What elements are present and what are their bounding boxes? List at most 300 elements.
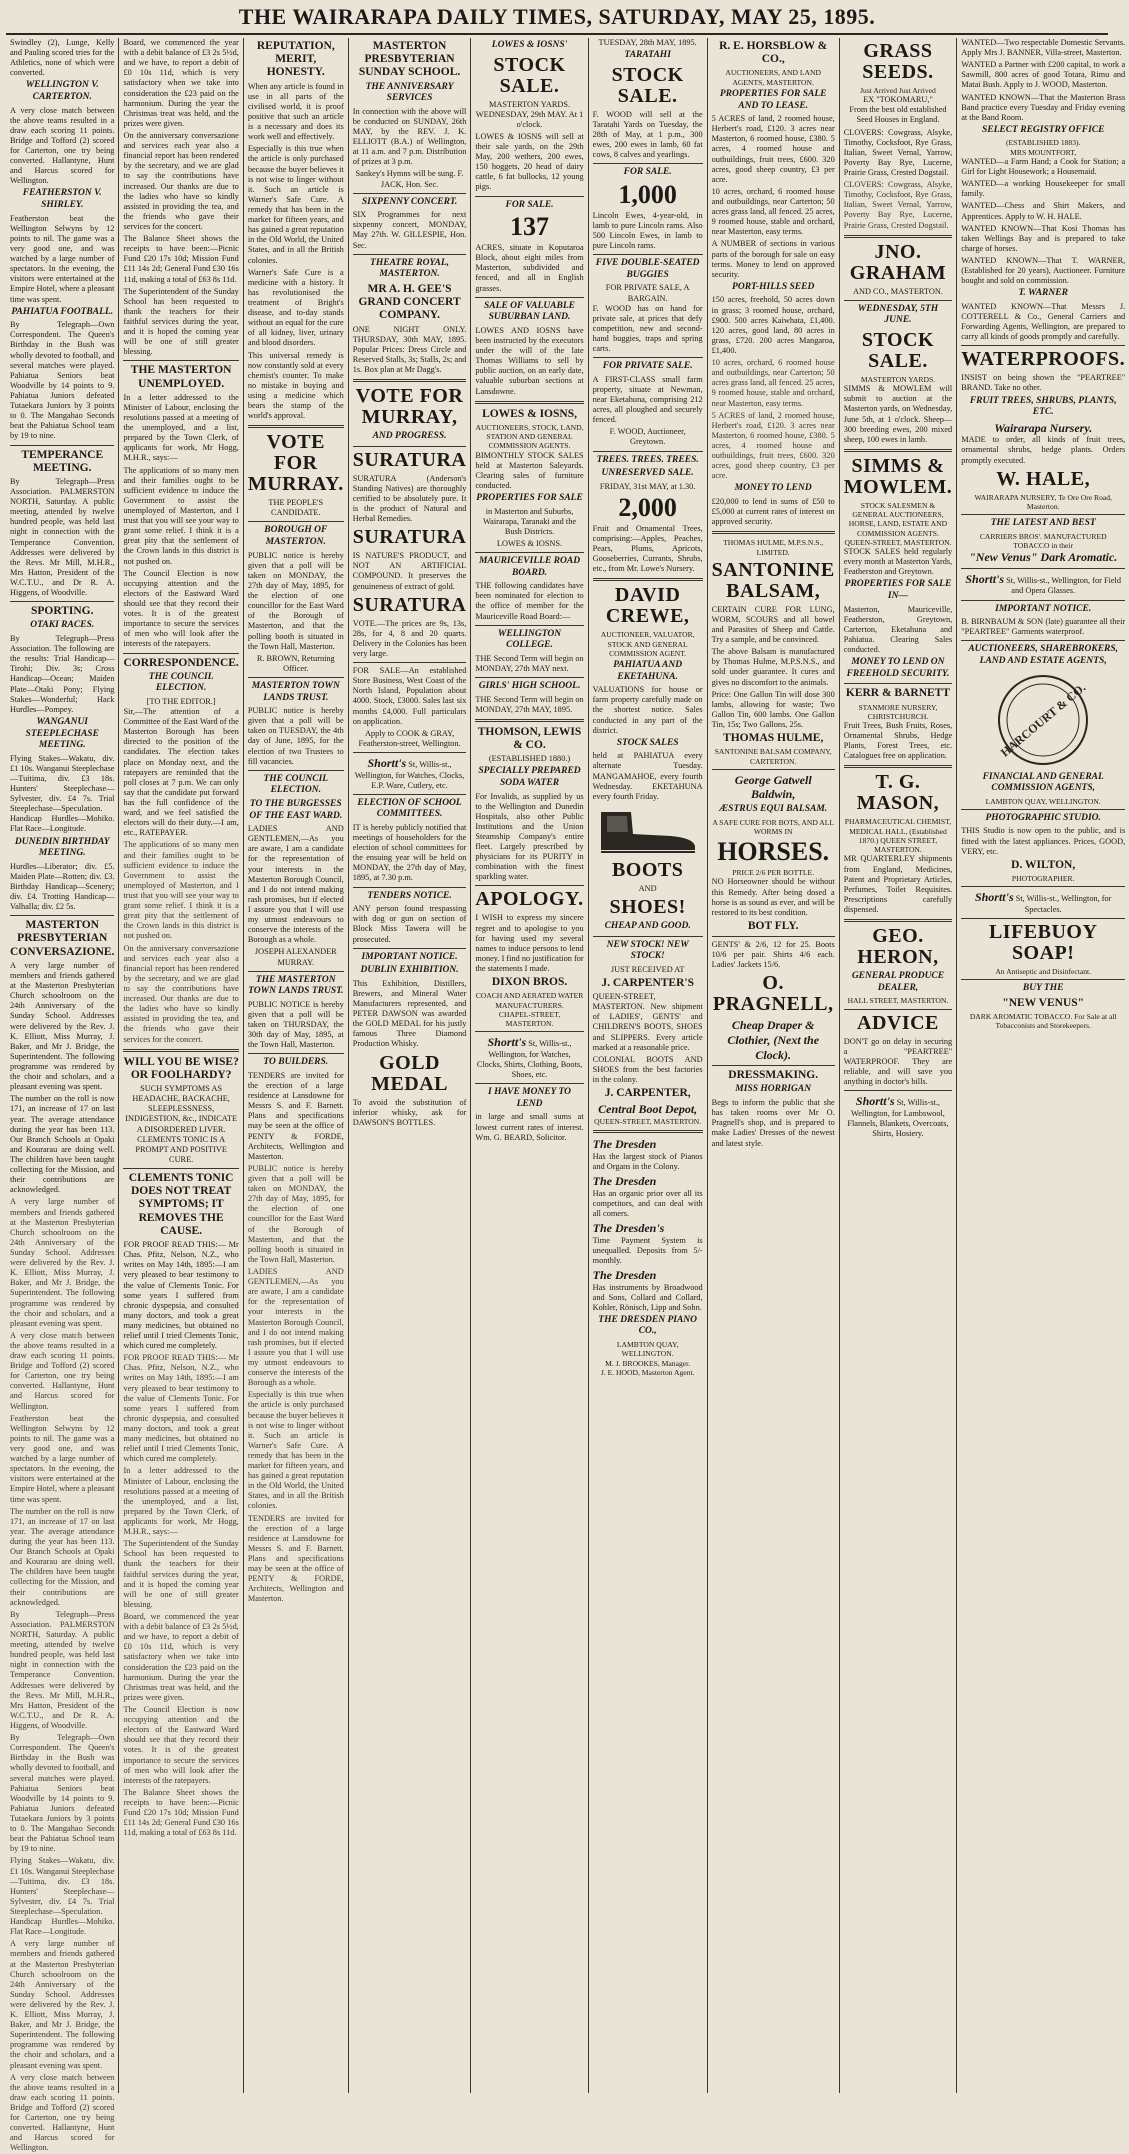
ad-text: THE following candidates have been nominated for election to the office of member for the Mauriceville Road Board:—	[475, 581, 584, 621]
ad-text: Especially is this true when the article is only purchased because the buyer believes it is not wise to linger without it. Such an article is Warner's Safe Cure. A remedy that has been in the market for fifteen years, and has gained a great reputation in the Old World, the United States, and in all the British colonies.	[247, 144, 344, 265]
ad-heading: PORT-HILLS SEED	[732, 281, 815, 292]
ad-text: Has the largest stock of Pianos and Organs in the Colony.	[592, 1151, 703, 1171]
article-paragraph: A very close match between the above teams resulted in a draw each scoring 11 points. Bridge and Tofford (2) scored for Carterton, one try being converted. Hallantyne, Hunt and Harcus scored for Wellington.	[10, 105, 115, 186]
article-paragraph: A very large number of members and friends gathered at the Masterton Presbyterian Church schoolroom on the 24th Anniversary of the Sunday School. Addresses were delivered by the Rev. J. K. Elliott, Miss Murray, J. Baker, and Mr J. Bridge, the Superintendent. The following programme was rendered by the choir and scholars, and a pleasant evening was spent.	[10, 1939, 115, 2070]
ad-heading: THOMSON, LEWIS & CO.	[477, 725, 582, 752]
article-heading: PAHIATUA FOOTBALL.	[11, 306, 114, 317]
ad-text: COLONIAL BOOTS AND SHOES from the best factories in the colony.	[592, 1054, 703, 1084]
ad-subheading: M. J. BROOKES, Manager.	[605, 1358, 691, 1368]
ad-text: Time Payment System is unequalled. Deposits from 5/- monthly.	[592, 1235, 703, 1265]
ad-heading: FOR PRIVATE SALE.	[602, 361, 693, 372]
ad-text: CLOVERS: Cowgrass, Alsyke, Timothy, Cocksfoot, Rye Grass, Italian, Sweet Vernal, Yarrow, Poverty Bay Rye, Lucerne, Prairie Grass, Crested Dogstail.	[843, 127, 953, 178]
ad-subheading: Just Arrived Just Arrived	[860, 86, 936, 95]
classified-ad: WANTED a Partner with £200 capital, to work a Sawmill, 800 acres of good Totara, Rimu and Matai Bush. Apply to J. WOOD, Masterton.	[961, 60, 1126, 90]
article-paragraph: Swindley (2), Lunge, Kelly and Pauling scored tries for the Athletics, none of which were converted.	[10, 38, 115, 78]
article-paragraph: The applications of so many men and their families ought to be sufficient evidence to induce the Government to assist the unemployed of Masterton, and I trust that you will see your way to grant some relief. I think it is a great pity that the settlement of the Crown lands in this district is not pushed on.	[123, 840, 239, 941]
ad-text: 10 acres, orchard, 6 roomed house and outbuildings, near Carterton; 50 acres grass land, all fenced. 25 acres, 9 roomed house, stable and orchard, near Masterton, easy terms.	[711, 186, 835, 237]
shortt-logo: Shortt's	[965, 571, 1005, 586]
ad-text: Sankey's Hymns will be sung. F. JACK, Hon. Sec.	[355, 169, 464, 189]
ad-subheading: DARK AROMATIC TOBACCO. For Sale at all Tobacconists and Storekeepers.	[969, 1012, 1117, 1031]
article-heading: WANGANUI STEEPLECHASE MEETING.	[25, 716, 99, 751]
article-heading: THE MASTERTON UNEMPLOYED.	[130, 364, 232, 390]
ad-signature: LOWES & IOSNS.	[496, 538, 563, 548]
ad-subheading: JUST RECEIVED AT	[610, 964, 685, 974]
article-paragraph: The Council Election is now occupying attention and the electors of the Eastward Ward should see that they record their votes. It is of the greatest importance to secure the services of men who will look after the interests of the ratepayers.	[123, 568, 239, 649]
ad-text: 5 ACRES of land, 2 roomed house, Herbert's road, £120. 3 acres near Masterton, 6 roomed house, £380. 5 acres, 4 roomed house and outbuildings, fruit trees, £600. 320 acres, good sheep country, £3 per acre.	[711, 114, 835, 184]
ad-heading: SURATURA	[352, 448, 467, 471]
ad-heading: J. CARPENTER'S	[601, 976, 694, 989]
ad-heading: SHOES!	[609, 896, 686, 919]
ad-heading: JNO. GRAHAM	[849, 240, 947, 284]
ad-heading: SELECT REGISTRY OFFICE	[981, 124, 1105, 135]
ad-text: Begs to inform the public that she has taken rooms over Mr O. Pragnell's shop, and is prepared to make Ladies' Dresses of the newest and latest style.	[711, 1098, 835, 1148]
ad-text: STOCK SALES held regularly every month at Masterton Yards, Featherston and Greytown.	[843, 547, 953, 577]
ad-text: 150 acres, freehold, 50 acres down in grass; 3 roomed house, orchard, £900. 500 acres Kaiwhata, £1,400. 120 acres, good land, 80 acres in grass, £720. 200 acres Mangaroa, £1,400.	[711, 295, 835, 355]
ad-text: VALUATIONS for house or farm property carefully made on the shortest notice. Sales conducted in any part of the district.	[592, 685, 703, 735]
article-paragraph: The Council Election is now occupying attention and the electors of the Eastward Ward should see that they record their votes. It is of the greatest importance to secure the services of men who will look after the interests of the ratepayers.	[123, 1704, 239, 1785]
ad-text: FOR PROOF READ THIS:— Mr Chas. Pfitz, Nelson, N.Z., who writes on May 14th, 1895:—I am very pleased to bear testimony to the value of Clements Tonic. For some years I suffered from chronic dyspepsia, and consulted many doctors, and took a great many medicines, but obtained no relief until I tried Clements Tonic, which cured me completely.	[123, 1353, 239, 1464]
ad-subheading: MASTERTON YARDS.	[860, 374, 936, 384]
ad-big-number: 2,000	[618, 492, 677, 522]
ad-subheading: AUCTIONEERS, AND LAND AGENTS, MASTERTON.	[725, 68, 821, 87]
ad-heading: FOR SALE.	[623, 167, 672, 178]
shortt-logo: Shortt's	[974, 890, 1014, 905]
ad-date: TUESDAY, 28th MAY, 1895.	[598, 38, 697, 47]
article-heading: WELLINGTON V. CARTERTON.	[25, 80, 99, 103]
ad-text: St, Willis-st., Wellington, for Watches, Clocks, E.P. Ware, Cutlery, etc.	[354, 759, 465, 790]
dresden-heading: The Dresden's	[592, 1220, 665, 1235]
ad-heading: STOCK SALE.	[861, 328, 935, 372]
ad-heading: FINANCIAL AND GENERAL COMMISSION AGENTS,	[982, 771, 1104, 794]
ad-subheading: AND PROGRESS.	[372, 431, 447, 442]
ad-heading: TO THE BURGESSES OF THE EAST WARD.	[249, 798, 343, 821]
article-paragraph: In a letter addressed to the Minister of Labour, enclosing the resolutions passed at a meeting of the unemployed, and a list, prepared by the Town Clerk, of applicants for work, Mr Hogg, M.H.R., says:—	[123, 392, 239, 463]
ad-text: B. BIRNBAUM & SON (late) guarantee all their "PEARTREE" Garments waterproof.	[961, 617, 1126, 637]
ad-heading: STOCK SALE.	[493, 53, 566, 97]
ad-subheading: GENERAL PRODUCE DEALER,	[851, 971, 945, 993]
ad-text: LADIES AND GENTLEMEN,—As you are aware, I am a candidate for the representation of your interests in the Masterton Borough Council, and I do not intend making rash promises, but if elected I assure you that I will use my utmost endeavours to conserve the interests of the Borough as a whole.	[247, 824, 344, 945]
article-paragraph: A very large number of members and friends gathered at the Masterton Presbyterian Church schoolroom on the 24th Anniversary of the Sunday School. Addresses were delivered by the Rev. J. K. Elliott, Miss Murray, J. Baker, and Mr J. Bridge, the Superintendent. The following programme was rendered by the choir and scholars, and a pleasant evening was spent.	[10, 960, 115, 1092]
ad-heading: MONEY TO LEND	[734, 483, 812, 494]
ad-heading: CLEMENTS TONIC DOES NOT TREAT SYMPTOMS; IT REMOVES THE CAUSE.	[128, 1171, 234, 1237]
article-heading: THE COUNCIL ELECTION.	[148, 671, 214, 694]
ad-heading: THE COUNCIL ELECTION.	[263, 773, 329, 796]
article-paragraph: Board, we commenced the year with a debit balance of £3 2s 5½d, and we have, to report a debit of £0 10s 11d, which is very satisfactory when we take into consideration the £23 paid on the harmonium. During the year the Christmas treat was held, and the prizes were given.	[123, 1612, 239, 1702]
ad-heading: THE DRESDEN PIANO CO.,	[598, 1314, 698, 1337]
ad-heading: AND	[638, 883, 657, 893]
ad-big-number: 1,000	[618, 179, 677, 209]
ad-heading: SURATURA	[352, 526, 467, 549]
ad-date: FRIDAY, 31st MAY, at 1.30.	[599, 481, 696, 491]
ad-heading: GOLD MEDAL	[371, 1051, 449, 1095]
ad-heading: TO BUILDERS.	[263, 1057, 329, 1068]
ad-heading: MR A. H. GEE'S GRAND CONCERT COMPANY.	[358, 282, 461, 322]
ad-heading: LOWES & IOSNS'	[491, 40, 568, 50]
article-paragraph: On the anniversary conversazione and services each year also a financial report has been rendered by the secretary, and we are glad to say the contributions have increased. Our thanks are due to the ladies who have so kindly assisted in providing the tea, and the friends who gave their services for the concert.	[123, 943, 239, 1044]
ad-heading: THE LATEST AND BEST	[990, 518, 1096, 529]
column-7	[708, 38, 840, 2093]
ad-text: WEDNESDAY, 29th MAY. At 1 o'clock.	[475, 109, 584, 129]
ad-text: A FIRST-CLASS small farm property, situate at Newman, near Eketahuna, comprising 212 acres, all ploughed and securely fenced.	[592, 374, 703, 425]
ad-text: St, Willis-st., Wellington, for Field and Opera Glasses.	[1006, 575, 1122, 596]
masthead: THE WAIRARAPA DAILY TIMES, SATURDAY, MAY 25, 1895.	[6, 4, 1108, 35]
ad-heading: APOLOGY.	[475, 888, 584, 911]
ad-text: ONE NIGHT ONLY. THURSDAY, 30th MAY, 1895. Popular Prices: Dress Circle and Reserved Stalls, 3s; Stalls, 2s; and 1s. Box plan at Mr Dagg's.	[352, 324, 467, 374]
classified-ad: WANTED—Chess and Shirt Makers, and Apprentices. Apply to W. H. HALE.	[961, 201, 1126, 221]
ad-text: Has instruments by Broadwood and Sons, Collard and Collard, Kohler, Rönisch, Lipp and Sohn.	[592, 1282, 703, 1312]
ad-subheading: LAMBTON QUAY, WELLINGTON.	[616, 1340, 679, 1359]
article-paragraph: In a letter addressed to the Minister of Labour, enclosing the resolutions passed at a meeting of the unemployed, and a list, prepared by the Town Clerk, of applicants for work, Mr Hogg, M.H.R., says:—	[123, 1466, 239, 1537]
ad-heading: BOROUGH OF MASTERTON.	[264, 525, 328, 548]
ad-heading: TARATAHI	[624, 50, 671, 61]
article-paragraph: Flying Stakes—Wakatu, div. £1 10s. Wanganui Steeplechase—Tuitima, div. £3 18s. Hunters' Steeplechase—Sylvester, div. £4 7s. Trial Steeplechase—Speculation. Handicap Hurdles—Mohiko. Flat Race—Longitude.	[10, 753, 115, 834]
ad-heading: LOWES & IOSNS,	[482, 407, 577, 420]
ad-text: LOWES AND IOSNS have been instructed by the executors under the will of the late Thomas Williams to sell by public auction, on an early date, valuable suburban sections at Lansdowne.	[475, 325, 584, 396]
ad-heading: DAVID CREWE,	[605, 584, 690, 628]
ad-big-number: 137	[510, 212, 550, 242]
ad-heading: IMPORTANT NOTICE.	[995, 603, 1092, 614]
ad-text: A NUMBER of sections in various parts of the borough for sale on easy terms. Money to lend on approved security.	[711, 239, 835, 279]
ad-text: DON'T go on delay in securing a "PEARTREE" WATERPROOF. They are reliable, and will save you anything in doctor's bills.	[843, 1036, 953, 1086]
ad-text: When any article is found in use in all parts of the civilised world, it is proof positive that such an article is a necessary and does its work well and effectively.	[247, 81, 344, 142]
ad-text: PUBLIC notice is hereby given that a poll will be taken on TUESDAY, the 4th day of June, 1895, for the election of two Trustees to fill vacancies.	[247, 706, 344, 766]
ad-heading: AUCTIONEERS, SHAREBROKERS, LAND AND ESTATE AGENTS,	[968, 644, 1119, 666]
ad-heading: Wairarapa Nursery.	[994, 420, 1093, 435]
ad-text: In connection with the above will be conducted on SUNDAY, 26th MAY, by the REV. J. K. ELLIOTT (B.A.) of Wellington, at 11 a.m. and 7 p.m. Distribution of prizes at 3 p.m.	[352, 106, 467, 167]
article-paragraph: Hurdles—Liberator; div. £5. Maiden Plate—Rotten; div. £3. Birthday Handicap—Scenery; div. £4. Trotting Handicap—Valhalla; div. £2 5s.	[10, 861, 115, 912]
ad-text: St, Willis-st., Wellington, for Spectacles.	[1015, 894, 1112, 914]
classified-ad: WANTED—a working Housekeeper for small family.	[961, 179, 1126, 199]
ad-heading: PROPERTIES FOR SALE IN—	[844, 579, 952, 601]
ad-heading: IMPORTANT NOTICE.	[361, 951, 458, 962]
ad-text: ANY person found trespassing with dog or gun on section of Block Miss Tawera will be prosecuted.	[352, 904, 467, 944]
ad-subheading: THOMAS HULME, M.P.S.N.S.,	[723, 538, 824, 548]
ad-text: CERTAIN CURE FOR LUNG, WORM, SCOURS and all bowel and Parasites of Sheep and Cattle. Try a sample, and be convinced.	[711, 604, 835, 645]
ad-heading: SURATURA	[352, 593, 467, 616]
ad-signature: D. WILTON,	[1011, 858, 1076, 871]
ad-text: TENDERS are invited for the erection of a large residence at Lansdowne for Messrs S. and F. Barnett. Plans and specifications may be seen at the office of PENTY & FORDE, Architects, Wellington and Masterton.	[247, 1513, 344, 1604]
column-1	[6, 38, 119, 2153]
ad-text: LOWES & IOSNS will sell at their sale yards, on the 29th May, 200 wethers, 200 ewes, 150 hoggets, 20 head of dairy cattle, 6 fat bullocks, 12 young pigs.	[475, 131, 584, 192]
ad-heading: ADVICE	[857, 1011, 939, 1034]
ad-text: This universal remedy is now constantly sold at every chemist's counter. To make no mistake in buying and using a medicine which bears the stamp of the world's approval.	[247, 350, 344, 421]
ad-subheading: SANTONINE BALSAM COMPANY, CARTERTON.	[714, 747, 832, 766]
ad-heading: FOR SALE.	[505, 199, 554, 210]
ad-subheading: Central Boot Depot,	[598, 1102, 698, 1117]
column-9	[957, 38, 1129, 2093]
article-heading: OTAKI RACES.	[30, 620, 95, 631]
columns	[6, 38, 1126, 2153]
ad-text: held at PAHIATUA every alternate Tuesday. MANGAMAHOE, every fourth Wednesday. EKETAHUNA every fourth Friday.	[592, 751, 703, 801]
ad-text: A SAFE CURE FOR BOTS, AND ALL WORMS IN	[712, 817, 835, 836]
article-paragraph: The Balance Sheet shows the receipts to have been:—Picnic Fund £20 17s 10d; Mission Fund £11 14s 2d; General Fund £30 16s 11d, making a total of £63 8s 11d.	[123, 1787, 239, 1838]
ad-text: in Masterton and Suburbs, Wairarapa, Taranaki and the Bush Districts.	[482, 506, 577, 536]
ad-heading: MASTERTON PRESBYTERIAN SUNDAY SCHOOL.	[358, 40, 461, 79]
classified-ad: WANTED—Two respectable Domestic Servants. Apply Mrs J. BANNER, Villa-street, Masterton.	[961, 38, 1126, 58]
ad-heading: THE MASTERTON TOWN LANDS TRUST.	[248, 974, 344, 997]
ad-heading: MAURICEVILLE ROAD BOARD.	[478, 556, 581, 578]
ad-heading: TREES. TREES. TREES.	[596, 454, 699, 465]
ad-text: TENDERS are invited for the erection of a large residence at Lansdowne for Messrs S. and F. Barnett. Plans and specifications may be seen at the office of PENTY & FORDE, Architects, Wellington and Masterton.	[247, 1070, 344, 1161]
column-8	[840, 38, 957, 2093]
ad-heading: VOTE FOR MURRAY,	[355, 385, 464, 429]
ad-subheading: QUEEN-STREET, MASTERTON.	[594, 1116, 702, 1126]
ad-text: THIS Studio is now open to the public, and is fitted with the latest appliances. Prices, GOOD, VERY, etc.	[961, 826, 1126, 856]
article-paragraph: The Superintendent of the Sunday School has been requested to thank the teachers for their faithful services during the year, and it is hoped the coming year will be one of still greater blessing.	[123, 286, 239, 357]
ad-heading: FRUIT TREES, SHRUBS, PLANTS, ETC.	[969, 395, 1117, 418]
ad-heading: I HAVE MONEY TO LEND	[488, 1087, 571, 1109]
ad-subheading: AUCTIONEERS, STOCK, LAND, STATION AND GENERAL COMMISSION AGENTS.	[475, 422, 584, 451]
ad-subheading: Cheap Draper & Clothier, (Next the Clock).	[727, 1018, 820, 1062]
ad-text: St, Willis-st., Wellington, for Watches, Clocks, Shirts, Clothing, Boots, Shoes, etc.	[476, 1039, 583, 1080]
classified-ad: WANTED KNOWN—That T. WARNER, (Established for 20 years), Auctioneer. Furniture bought and sold on commission.	[961, 255, 1126, 286]
ad-heading: O. PRAGNELL,	[712, 972, 834, 1016]
ad-text: PUBLIC NOTICE is hereby given that a poll will be taken on THURSDAY, the 30th day of May, 1895, at the Town Hall, Masterton.	[247, 999, 344, 1050]
dresden-heading: The Dresden	[592, 1174, 657, 1188]
ad-heading: WEDNESDAY, 5TH JUNE.	[857, 303, 939, 326]
article-heading: TEMPERANCE MEETING.	[21, 448, 104, 474]
ad-subheading: "New Venus" Dark Aromatic.	[969, 550, 1118, 565]
ad-heading: SIMMS & MOWLEM.	[843, 454, 953, 498]
ad-heading: SANTONINE BALSAM,	[711, 558, 835, 602]
ad-subheading: (ESTABLISHED 1883).	[1005, 138, 1081, 148]
ad-text: PUBLIC notice is hereby given that a poll will be taken on MONDAY, the 27th day of May, 1895, for the election of one councillor for the East Ward of the Borough of Masterton, and that the polling booth is situated in the Town Hall, Masterton.	[247, 550, 344, 651]
ad-text: PUBLIC notice is hereby given that a poll will be taken on MONDAY, the 27th day of May, 1895, for the election of one councillor for the East Ward of the Borough of Masterton, and that the polling booth is situated in the Town Hall, Masterton.	[247, 1163, 344, 1264]
ad-text: LADIES AND GENTLEMEN,—As you are aware, I am a candidate for the representation of your interests in the Masterton Borough Council, and I do not intend making rash promises, but if elected I assure you that I will use my utmost endeavours to conserve the interests of the Borough as a whole.	[247, 1266, 344, 1388]
column-4	[349, 38, 472, 2093]
ad-subheading: EX "TOKOMARU,"	[863, 95, 933, 105]
ad-text: £20,000 to lend in sums of £50 to £5,000 at current rates of interest on approved security.	[711, 496, 835, 527]
ad-text: THE Second Term will begin on MONDAY, 27th MAY, 1895.	[475, 694, 584, 714]
ad-heading: STOCK SALE.	[611, 63, 684, 107]
ad-heading: THOMAS HULME,	[723, 732, 824, 745]
ad-subheading: LIMITED.	[756, 547, 790, 557]
ad-text: GENTS' & 2/6, 12 for 25. Boots 10/6 per pair. Shirts 4/6 each. Ladies' Jackets 15/6.	[711, 940, 835, 970]
ad-subheading: (ESTABLISHED 1880.)	[488, 754, 571, 764]
ad-text: 5 ACRES of land, 2 roomed house, Herbert's road, £120. 3 acres near Masterton, 6 roomed house, £380. 5 acres, 4 roomed house and outbuildings, fruit trees, £600. 320 acres, good sheep country, £3 per acre.	[711, 410, 835, 481]
ad-text: FOR PROOF READ THIS:— Mr Chas. Pfitz, Nelson, N.Z., who writes on May 14th, 1895:—I am very pleased to bear testimony to the value of Clements Tonic. For some years I suffered from chronic dyspepsia, and consulted many doctors, and took a great many medicines, but obtained no relief until I tried Clements Tonic, which cured me completely.	[123, 1240, 239, 1351]
article-paragraph: The Balance Sheet shows the receipts to have been:—Picnic Fund £20 17s 10d; Mission Fund £11 14s 2d; General Fund £30 16s 11d, making a total of £63 8s 11d.	[123, 234, 239, 284]
ad-subheading: CARRIERS BROS'. MANUFACTURED TOBACCO in their	[979, 531, 1107, 550]
ad-text: The above Balsam is manufactured by Thomas Hulme, M.P.S.N.S., and sold under guarantee. It cures and gives no discomfort to the animals.	[711, 647, 835, 687]
classified-ad: WANTED—a Farm Hand; a Cook for Station; a Girl for Light Housework; a Housemaid.	[961, 156, 1126, 177]
ad-subheading: An Antiseptic and Disinfectant.	[995, 967, 1092, 977]
ad-heading: PROPERTIES FOR SALE	[476, 493, 583, 504]
column-3	[244, 38, 349, 2093]
ad-subheading: MISS HORRIGAN	[735, 1084, 812, 1095]
ad-subheading: PRICE 2/6 PER BOTTLE.	[732, 868, 815, 878]
ad-heading: BOOTS	[611, 858, 684, 881]
ad-text: I WISH to express my sincere regret and to apologise to you for having used my several names to induce persons to lend money. I find no justification for the statements I made.	[475, 913, 584, 974]
ad-subheading: THE PEOPLE'S CANDIDATE.	[268, 498, 324, 518]
shortt-logo: Shortt's	[487, 1035, 527, 1050]
classified-ad: WANTED KNOWN—That Messrs J. COTTERELL & Co., General Carriers and Forwarding Agents, Wellington, are prepared to carry all kinds of goods promptly and carefully.	[961, 301, 1126, 342]
harcourt-stamp	[961, 672, 1125, 768]
ad-subheading: CHEAP AND GOOD.	[604, 921, 691, 932]
article-paragraph: Board, we commenced the year with a debit balance of £3 2s 5½d, and we have, to report a debit of £0 10s 11d, which is very satisfactory when we take into consideration the £23 paid on the harmonium. During the year the Christmas treat was held, and the prizes were given.	[123, 38, 239, 128]
ad-heading: SPECIALLY PREPARED SODA WATER	[478, 766, 581, 788]
ad-heading: FIVE DOUBLE-SEATED BUGGIES	[595, 258, 700, 280]
article-paragraph: By Telegraph—Press Association. PALMERSTON NORTH, Saturday. A public meeting, attended by twelve hundred people, was held last night in connection with the Temperance Convention. Addresses were delivered by the Revs. Mr Mill, M.H.R., Mrs Hatton, President of the W.C.T.U., and Dr R. A. Higgens, of Woodville.	[10, 1609, 115, 1730]
ad-subheading: THE ANNIVERSARY SERVICES	[365, 81, 454, 104]
ad-text: Masterton, Mauriceville, Featherston, Greytown, Carterton, Eketahuna and Pahiatua. Clearing Sales conducted.	[843, 604, 953, 655]
ad-heading: LIFEBUOY SOAP!	[988, 921, 1098, 965]
ad-heading: UNRESERVED SALE.	[601, 468, 694, 479]
ad-text: St, Willis-st., Wellington, for Lambswool, Flannels, Blankets, Overcoats, Shirts, Hosiery.	[847, 1098, 949, 1138]
ad-heading: REPUTATION, MERIT, HONESTY.	[256, 40, 335, 79]
ad-text: To avoid the substitution of inferior whisky, ask for DAWSON'S BOTTLES.	[352, 1097, 467, 1127]
ad-subheading: AND CO., MASTERTON.	[852, 286, 943, 296]
ad-subheading: LAMBTON QUAY, WELLINGTON.	[985, 796, 1101, 806]
article-paragraph: Flying Stakes—Wakatu, div. £1 10s. Wanganui Steeplechase—Tuitima, div. £3 18s. Hunters' Steeplechase—Sylvester, div. £4 7s. Trial Steeplechase—Speculation. Handicap Hurdles—Mohiko. Flat Race—Longitude.	[10, 1856, 115, 1937]
ad-text: Apply to COOK & GRAY, Featherston-street, Wellington.	[358, 728, 461, 748]
ad-text: CLOVERS: Cowgrass, Alsyke, Timothy, Cocksfoot, Rye Grass, Italian, Sweet Vernal, Yarrow, Poverty Bay Rye, Lucerne, Prairie Grass, Crested Dogstail.	[843, 180, 953, 230]
ad-heading: MASTERTON TOWN LANDS TRUST.	[251, 680, 340, 703]
article-heading: FEATHERSTON V. SHIRLEY.	[22, 188, 102, 211]
ad-heading: GIRLS' HIGH SCHOOL.	[478, 681, 581, 691]
classified-ad: WANTED KNOWN—That the Masterton Brass Band practice every Tuesday and Friday evening at the Band Room.	[961, 92, 1126, 122]
ad-text: FOR SALE—An established Store Business, West Coast of the North Island, Population about 4000. Stock, £3000. Sales last six months £4,000. Full particulars on application.	[352, 666, 467, 726]
ad-heading: J. CARPENTER,	[604, 1087, 691, 1100]
ad-heading: NEW STOCK! NEW STOCK!	[606, 939, 689, 962]
ad-text: Has an organic prior over all its competitors, and can deal with all comers.	[592, 1188, 703, 1218]
ad-subheading: MASTERTON YARDS.	[488, 99, 571, 109]
ad-subheading: STOCK SALESMEN & GENERAL AUCTIONEERS, HORSE, LAND, ESTATE AND COMMISSION AGENTS. QUEEN-STREET, MASTERTON.	[844, 500, 952, 547]
boot-icon	[593, 806, 703, 856]
ad-heading: PROPERTIES FOR SALE AND TO LEASE.	[719, 88, 827, 111]
ad-text: 10 acres, orchard, 6 roomed house and outbuildings, near Carterton; 50 acres grass land, all fenced. 25 acres, 9 roomed house, stable and orchard, near Masterton, easy terms.	[711, 358, 835, 408]
ad-text: This Exhibition, Distillers, Brewers, and Mineral Water Manufacturers represented, and PETER DAWSON was awarded the GOLD MEDAL for his justly famous Three Diamond Production Whisky.	[352, 978, 467, 1049]
ad-heading: R. E. HORSBLOW & CO.,	[719, 40, 828, 66]
ad-heading: STOCK SALES	[616, 737, 679, 748]
ad-text: F. WOOD has on hand for private sale, at prices that defy competition, new and second-hand buggies, traps and spring carts.	[592, 303, 703, 354]
article-paragraph: Featherston beat the Wellington Selwyns by 12 points to nil. The game was a very good one, and was watched by a large number of spectators. In the evening, the visitors were entertained at the Empire Hotel, where a pleasant time was spent.	[10, 213, 115, 304]
ad-text: VOTE.—The prices are 9s, 13s, 28s, for 4, 8 and 20 quarts. Delivery in the Colonies has been very large.	[352, 618, 467, 658]
article-paragraph: A very close match between the above teams resulted in a draw each scoring 11 points. Bridge and Tofford (2) scored for Carterton, one try being converted. Hallantyne, Hunt and Harcus scored for Wellington.	[10, 2072, 115, 2153]
article-paragraph: Featherston beat the Wellington Selwyns by 12 points to nil. The game was a very good one, and was watched by a large number of spectators. In the evening, the visitors were entertained at the Empire Hotel, where a pleasant time was spent.	[10, 1413, 115, 1504]
ad-heading: HORSES.	[717, 837, 830, 867]
ad-heading: BUY THE	[1022, 983, 1064, 994]
ad-subheading: COACH AND AERATED WATER MANUFACTURERS.	[475, 991, 584, 1010]
ad-heading: TENDERS NOTICE.	[367, 890, 452, 901]
shortt-logo: Shortt's	[855, 1094, 895, 1109]
column-2	[119, 38, 243, 2093]
ad-text: in large and small sums at lowest current rates of interest. Wm. G. BEARD, Solicitor.	[475, 1112, 584, 1142]
ad-subheading: CHAPEL-STREET, MASTERTON.	[498, 1009, 561, 1029]
ad-text: SIX Programmes for next sixpenny concert, MONDAY, May 27th. W. GILLESPIE, Hon. Sec.	[352, 210, 467, 250]
ad-heading: SIXPENNY CONCERT.	[361, 196, 458, 207]
article-paragraph: The applications of so many men and their families ought to be sufficient evidence to induce the Government to assist the unemployed of Masterton, and I trust that you will see your way to grant some relief. I think it is a great pity that the settlement of the Crown lands in this district is not pushed on.	[123, 465, 239, 566]
ad-heading: T. G. MASON,	[856, 771, 940, 815]
article-paragraph: By Telegraph—Own Correspondent. The Queen's Birthday in the Bush was wholly devoted to football, and several matches were played. Pahiatua Seniors beat Woodville by 14 points to 9. Pahiatua Juniors defeated Tutaekara Juniors by 3 points to 0. The Mangahao Seconds beat the Pahiatua School team by 19 to nine.	[10, 1733, 115, 1854]
ad-signature: F. WOOD, Auctioneer, Greytown.	[609, 427, 686, 447]
ad-heading: KERR & BARNETT	[845, 687, 951, 700]
stamp-text: HARCOURT & CO.	[997, 679, 1089, 760]
ad-subheading: HALL STREET, MASTERTON.	[847, 996, 949, 1006]
article-paragraph: The Superintendent of the Sunday School has been requested to thank the teachers for their faithful services during the year, and it is hoped the coming year will be one of still greater blessing.	[123, 1539, 239, 1609]
boot-illustration	[593, 806, 703, 856]
ad-text: Price: One Gallon Tin will dose 300 lambs, allowing for waste; Two Gallon Tin, 600 lambs. One Gallon Tin, 15s; Two Gallons, 25s.	[711, 689, 835, 729]
ad-heading: PAHIATUA AND EKETAHUNA.	[613, 660, 683, 682]
ad-text: SIMMS & MOWLEM will submit to auction at the Masterton yards, on Wednesday, June 5th, at 1 o'clock. Sheep—300 breeding ewes, 200 mixed sheep, 100 ewes in lamb.	[843, 384, 953, 444]
ad-heading: W. HALE,	[996, 467, 1091, 490]
article-paragraph: By Telegraph—Press Association. PALMERSTON NORTH, Saturday. A public meeting, attended by twelve hundred people, was held last night in connection with the Temperance Convention. Addresses were delivered by the Revs. Mr Mill, M.H.R., Mrs Hatton, President of the W.C.T.U., and Dr R. A. Higgens, of Woodville.	[10, 476, 115, 598]
ad-heading: DRESSMAKING.	[728, 1069, 819, 1082]
ad-subheading: PHARMACEUTICAL CHEMIST, MEDICAL HALL, (Established 1870.) QUEEN STREET, MASTERTON.	[844, 817, 952, 855]
ad-subheading: STANMORE NURSERY, CHRISTCHURCH.	[858, 702, 938, 721]
ad-text: Lincoln Ewes, 4-year-old, in lamb to pure Lincoln rams. Also 500 Lincoln Ewes, in lamb to pure Lincoln rams.	[592, 210, 703, 251]
article-paragraph: The number on the roll is now 171, an increase of 17 on last year. The average attendance during the year has been 113. Our Branch Schools at Opaki and Kourarau are doing well. The children have been taught collecting for the Mission, and their contributions are acknowledged.	[10, 1094, 115, 1195]
ad-text: MADE to order, all kinds of fruit trees, ornamental shrubs, hedge plants. Orders promptly executed.	[961, 435, 1126, 465]
ad-signature: R. BROWN, Returning Officer.	[256, 653, 335, 673]
ad-text: THE Second Term will begin on MONDAY, 27th MAY next.	[475, 653, 584, 673]
ad-heading: WILL YOU BE WISE? OR FOOLHARDY?	[123, 1055, 239, 1081]
ad-text: For Invalids, as supplied by us to the Wellington and Dunedin Hospitals, also other Public Institutions and the Union Steamship Company's entire fleet. Largely prescribed by physicians for its PURITY in combination with the finest sparkling water.	[475, 791, 584, 882]
ad-text: Fruit and Ornamental Trees, comprising:—Apples, Peaches, Pears, Plums, Apricots, Gooseberries, Currants, Shrubs, etc., from Mr. Lowe's Nursery.	[592, 523, 703, 574]
ad-text: MR QUARTERLEY shipments from England, Medicines, Patent and Proprietary Articles, Perfumes, Toilet Requisites. Prescriptions carefully dispensed.	[843, 854, 953, 914]
dresden-heading: The Dresden	[592, 1267, 657, 1282]
article-heading: MASTERTON PRESBYTERIAN CONVERSAZIONE.	[10, 919, 115, 958]
article-paragraph: By Telegraph—Press Association. The following are the results: Trial Handicap—Tirohi; Div. 3s; Cross Handicap—Ocean; Maiden Plate—Otaki Pony; Flying Stakes—Wonderful; Hack Hurdles—Pompey.	[10, 634, 115, 714]
ad-heading: DIXON BROS.	[491, 976, 568, 989]
column-5	[471, 38, 588, 2093]
ad-heading: GEO. HERON,	[857, 925, 939, 969]
ad-heading: GRASS SEEDS.	[862, 40, 934, 83]
article-paragraph: A very close match between the above teams resulted in a draw each scoring 11 points. Bridge and Tofford (2) scored for Carterton, one try being converted. Hallantyne, Hunt and Harcus scored for Wellington.	[10, 1330, 115, 1411]
article-heading: SPORTING.	[30, 605, 94, 618]
ad-text: SUCH SYMPTOMS AS HEADACHE, BACKACHE, SLEEPLESSNESS, INDIGESTION, &c., INDICATE A DISORDERED LIVER. CLEMENTS TONIC IS A PROMPT AND POSITIVE CURE.	[125, 1084, 238, 1164]
column-6	[589, 38, 708, 2093]
ad-subheading: AUCTIONEER, VALUATOR, STOCK AND GENERAL COMMISSION AGENT.	[600, 630, 695, 658]
ad-heading: VOTE FOR MURRAY.	[247, 431, 344, 496]
ad-subheading: PHOTOGRAPHER.	[1011, 874, 1075, 884]
ad-heading: SALE OF VALUABLE SUBURBAN LAND.	[484, 300, 575, 323]
ad-heading: WATERPROOFS.	[961, 348, 1126, 371]
ad-heading: T. WARNER	[1018, 288, 1068, 299]
harcourt-stamp-icon	[995, 672, 1091, 768]
ad-text: IT is hereby publicly notified that meetings of householders for the election of school committees for the ensuing year will be held on MONDAY, the 27th day of May, 1895, at 7.30 p.m.	[352, 822, 467, 883]
ad-text: IS NATURE'S PRODUCT, and NOT AN ARTIFICIAL COMPOUND. It preserves the genuineness of extract of gold.	[352, 551, 467, 591]
ad-text: From the best old established Seed Houses in England.	[849, 105, 947, 125]
classified-ad: WANTED KNOWN—That Kosi Thomas has taken Wellings Bay and is prepared to take charge of horses.	[961, 223, 1126, 253]
article-paragraph: On the anniversary conversazione and services each year also a financial report has been rendered by the secretary, and we are glad to say the contributions have increased. Our thanks are due to the ladies who have so kindly assisted in providing the tea, and the friends who gave their services for the concert.	[123, 130, 239, 231]
article-paragraph: Sir,—The attention of a Committee of the East Ward of the Masterton Borough has been directed to the position of the candidates. The election takes place on Monday next, and the ratepayers are reminded that the poll closes at 7 p.m. We can only say that the candidate put forward has the full confidence of the ward, and we feel satisfied the electors will do their duty.—I am, etc., RATEPAYER.	[123, 707, 239, 838]
ad-subheading: WAIRARAPA NURSERY, Te Ore Ore Road, Masterton.	[974, 492, 1112, 511]
ad-signature: J. E. HOOD, Masterton Agent.	[600, 1367, 695, 1377]
ad-heading: George Gatwell Baldwin,	[734, 772, 812, 802]
ad-text: SURATURA (Anderson's Standing Natives) are thoroughly certified to be absolutely pure. It is the product of Natural and Herbal Remedies.	[352, 473, 467, 524]
ad-text: Fruit Trees, Bush Fruits, Roses, Ornamental Shrubs, Hedge Plants, Forest Trees, etc. Catalogues free on application.	[843, 721, 953, 761]
ad-subheading: ÆSTRUS EQUI BALSAM.	[719, 804, 828, 815]
ad-text: Especially is this true when the article is only purchased because the buyer believes it is not wise to linger without it. Such an article is Warner's Safe Cure. A remedy that has been in the market for fifteen years, and has gained a great reputation in the Old World, the United States, and in all the British colonies.	[247, 1390, 344, 1511]
ad-subheading: FOR PRIVATE SALE, A BARGAIN.	[605, 283, 690, 303]
ad-subheading: MRS MOUNTFORT,	[1010, 147, 1077, 157]
article-paragraph: By Telegraph—Own Correspondent. The Queen's Birthday in the Bush was wholly devoted to football, and several matches were played. Pahiatua Seniors beat Woodville by 14 points to 9. Pahiatua Juniors defeated Tutaekara Juniors by 3 points to 0. The Mangahao Seconds beat the Pahiatua School team by 19 to nine.	[10, 320, 115, 441]
ad-text: BIMONTHLY STOCK SALES held at Masterton Saleyards. Clearing sales of furniture conducted.	[475, 450, 584, 490]
dresden-heading: The Dresden	[592, 1137, 657, 1152]
editor-note: [TO THE EDITOR.]	[146, 696, 216, 706]
ad-heading: ELECTION OF SCHOOL COMMITTEES.	[357, 797, 462, 820]
article-heading: CORRESPONDENCE.	[123, 656, 239, 669]
article-paragraph: A very large number of members and friends gathered at the Masterton Presbyterian Church schoolroom on the 24th Anniversary of the Sunday School. Addresses were delivered by the Rev. J. K. Elliott, Miss Murray, J. Baker, and Mr J. Bridge, the Superintendent. The following programme was rendered by the choir and scholars, and a pleasant evening was spent.	[10, 1197, 115, 1328]
article-paragraph: The number on the roll is now 171, an increase of 17 on last year. The average attendance during the year has been 113. Our Branch Schools at Opaki and Kourarau are doing well. The children have been taught collecting for the Mission, and their contributions are acknowledged.	[10, 1506, 115, 1607]
ad-text: NO Horseowner should be without this Remedy. After being dosed a horse is as sound as ever, and will be restored to its best condition.	[711, 877, 835, 917]
ad-text: ACRES, situate in Koputaroa Block, about eight miles from Masterton, subdivided and fenced, and all in English grasses.	[475, 243, 584, 293]
article-heading: DUNEDIN BIRTHDAY MEETING.	[14, 836, 110, 859]
ad-text: F. WOOD will sell at the Taratahi Yards on Tuesday, the 28th of May, at 1 p.m., 300 ewes, 200 ewes in lamb, 60 fat cows, 8 calves and yearlings.	[592, 109, 703, 160]
ad-heading: PHOTOGRAPHIC STUDIO.	[985, 812, 1101, 823]
ad-heading: DUBLIN EXHIBITION.	[360, 965, 459, 976]
